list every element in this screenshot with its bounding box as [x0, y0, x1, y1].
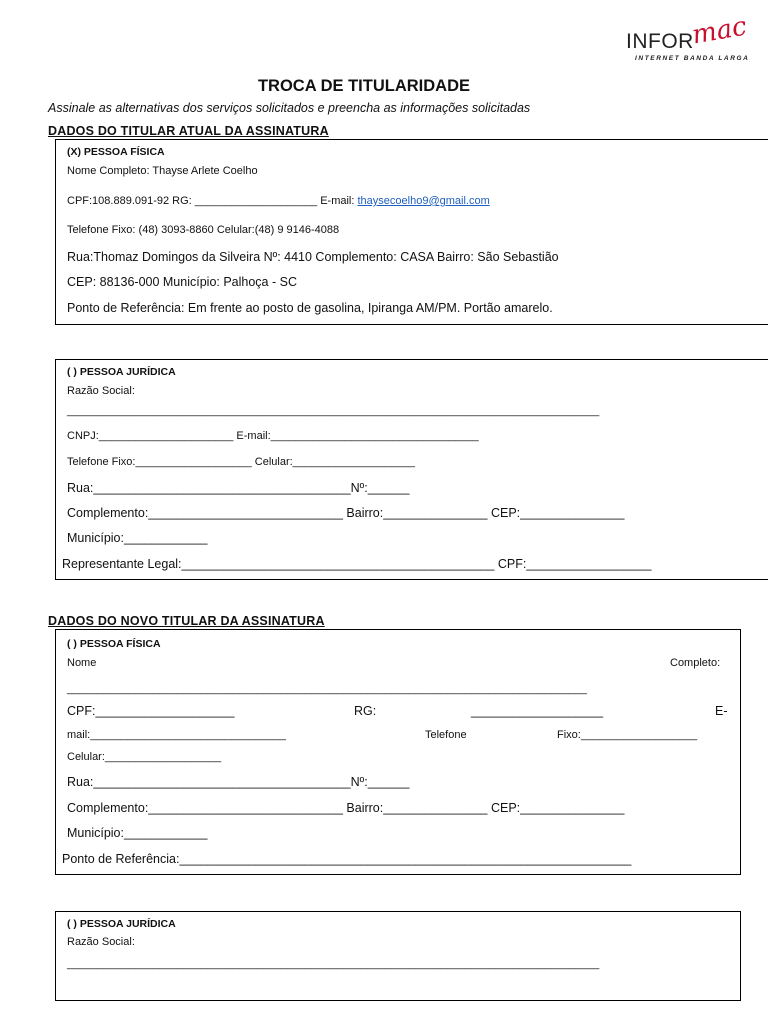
current-pf-cep: CEP: 88136-000 Município: Palhoça - SC	[67, 275, 297, 289]
new-pf-complemento[interactable]: Complemento:____________________________ Bairro:_______________ CEP:_______________	[67, 801, 625, 815]
new-pf-checkbox-label[interactable]: ( ) PESSOA FÍSICA	[67, 638, 161, 650]
new-pf-celular[interactable]: Celular:___________________	[67, 751, 222, 763]
current-pf-telefone: Telefone Fixo: (48) 3093-8860 Celular:(48) 9 9146-4088	[67, 224, 340, 236]
current-pf-checkbox-label[interactable]: (X) PESSOA FÍSICA	[67, 146, 165, 158]
current-pj-razao-line[interactable]: _______________________________________________________________________________________	[67, 405, 600, 417]
new-pf-referencia[interactable]: Ponto de Referência:_________________________________________________________________	[62, 852, 632, 866]
new-pf-cpf[interactable]: CPF:____________________	[67, 704, 235, 718]
current-pf-email-link[interactable]: thaysecoelho9@gmail.com	[357, 195, 490, 207]
new-pf-email[interactable]: mail:________________________________	[67, 729, 286, 741]
informac-logo	[626, 11, 758, 70]
logo-tagline: INTERNET BANDA LARGA	[635, 55, 750, 62]
current-pj-rua[interactable]: Rua:_____________________________________Nº:______	[67, 481, 410, 495]
current-pj-razao-social: Razão Social:	[67, 385, 135, 397]
current-pj-box	[55, 359, 768, 580]
section-current-holder-title: DADOS DO TITULAR ATUAL DA ASSINATURA	[48, 124, 329, 138]
current-pj-cnpj-email[interactable]: CNPJ:______________________ E-mail:__________________________________	[67, 430, 479, 442]
current-pj-checkbox-label[interactable]: ( ) PESSOA JURÍDICA	[67, 366, 176, 378]
current-pf-referencia: Ponto de Referência: Em frente ao posto de gasolina, Ipiranga AM/PM. Portão amarelo.	[67, 301, 553, 315]
new-pj-razao-line[interactable]: _______________________________________________________________________________________	[67, 958, 600, 970]
current-pj-complemento[interactable]: Complemento:____________________________ Bairro:_______________ CEP:_______________	[67, 506, 625, 520]
new-pf-rg: RG:	[354, 704, 377, 718]
current-pf-cpf-rg-row	[67, 195, 490, 207]
current-pj-municipio[interactable]: Município:____________	[67, 531, 208, 545]
new-pj-razao-social: Razão Social:	[67, 936, 135, 948]
new-pf-completo: Completo:	[670, 657, 721, 669]
current-pf-rua: Rua:Thomaz Domingos da Silveira Nº: 4410 Complemento: CASA Bairro: São Sebastião	[67, 250, 559, 264]
new-pf-fixo[interactable]: Fixo:___________________	[557, 729, 698, 741]
new-pf-rg-line[interactable]: ___________________	[471, 704, 604, 718]
new-pf-rua[interactable]: Rua:_____________________________________Nº:______	[67, 775, 410, 789]
new-pf-telefone: Telefone	[425, 729, 467, 741]
section-new-holder-title: DADOS DO NOVO TITULAR DA ASSINATURA	[48, 614, 325, 628]
instructions: Assinale as alternativas dos serviços solicitados e preencha as informações solicitadas	[48, 101, 531, 115]
new-pf-nome-line[interactable]: _____________________________________________________________________________________	[67, 683, 588, 695]
logo-script-text: mac	[689, 11, 749, 51]
new-pf-municipio[interactable]: Município:____________	[67, 826, 208, 840]
new-pf-email-prefix: E-	[715, 704, 728, 718]
current-pf-cpf-rg: CPF:108.889.091-92 RG: ____________________ E-mail:	[67, 195, 355, 207]
page-title: TROCA DE TITULARIDADE	[257, 77, 471, 95]
new-pj-checkbox-label[interactable]: ( ) PESSOA JURÍDICA	[67, 918, 176, 930]
current-pj-telefone[interactable]: Telefone Fixo:___________________ Celular:____________________	[67, 456, 416, 468]
current-pf-nome: Nome Completo: Thayse Arlete Coelho	[67, 165, 258, 177]
logo-main-text: INFOR	[626, 30, 694, 53]
current-pj-representante[interactable]: Representante Legal:_____________________________________________ CPF:__________________	[62, 557, 652, 571]
new-pf-nome: Nome	[67, 657, 97, 669]
